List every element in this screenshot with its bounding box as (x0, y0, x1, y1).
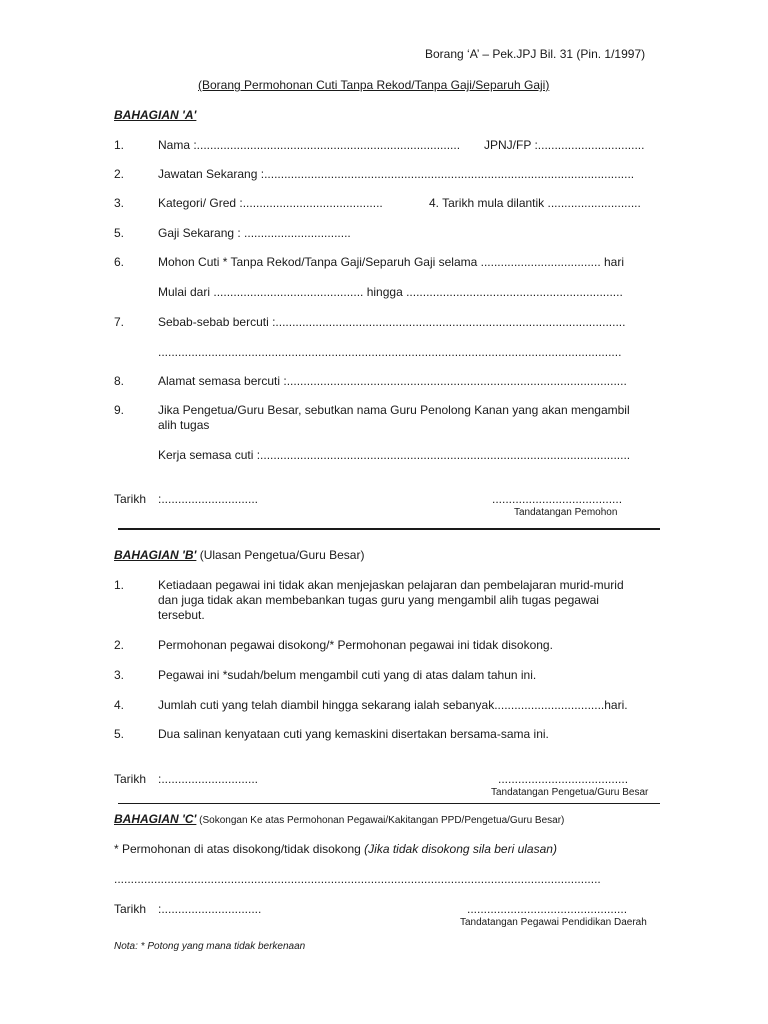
current-position-field: Jawatan Sekarang :............................................................................................................... (158, 167, 635, 181)
support-decision (114, 842, 557, 856)
leave-address-field: Alamat semasa bercuti :...................................................................................................... (158, 374, 627, 388)
signature-line: ................................................ (467, 902, 628, 916)
date-field: :............................. (158, 492, 259, 506)
section-c-subtitle: (Sokongan Ke atas Permohonan Pegawai/Kakitangan PPD/Pengetua/Guru Besar) (196, 815, 565, 826)
section-c-title: BAHAGIAN 'C' (114, 812, 197, 826)
item-number: 7. (114, 315, 125, 329)
statement-line: dan juga tidak akan membebankan tugas guru yang mengambil alih tugas pegawai (158, 593, 599, 607)
item-number: 2. (114, 167, 125, 181)
statement-line: tersebut. (158, 608, 205, 622)
section-c-heading (114, 812, 564, 828)
support-decision-text: * Permohonan di atas disokong/tidak disokong (114, 842, 365, 856)
item-number: 9. (114, 403, 125, 417)
replacement-teacher-text-line2: alih tugas (158, 418, 210, 432)
principal-signature-label: Tandatangan Pengetua/Guru Besar (491, 787, 649, 798)
date-label: Tarikh (114, 902, 147, 916)
item-number: 1. (114, 138, 125, 152)
form-reference: Borang ‘A’ – Pek.JPJ Bil. 31 (Pin. 1/1997) (425, 47, 646, 61)
footer-note: Nota: * Potong yang mana tidak berkenaan (114, 941, 306, 952)
appointment-date-field: 4. Tarikh mula dilantik ............................ (429, 196, 641, 210)
replacement-teacher-text: Jika Pengetua/Guru Besar, sebutkan nama Guru Penolong Kanan yang akan mengambil (158, 403, 630, 417)
support-statement: Permohonan pegawai disokong/* Permohonan pegawai ini tidak disokong. (158, 638, 553, 652)
leave-taken-statement: Pegawai ini *sudah/belum mengambil cuti yang di atas dalam tahun ini. (158, 668, 537, 682)
date-field: :.............................. (158, 902, 262, 916)
statement-line: Ketiadaan pegawai ini tidak akan menjejaskan pelajaran dan pembelajaran murid-murid (158, 578, 624, 592)
date-label: Tarikh (114, 772, 147, 786)
applicant-signature-label: Tandatangan Pemohon (514, 507, 618, 518)
leave-request-field: Mohon Cuti * Tanpa Rekod/Tanpa Gaji/Separuh Gaji selama .................................... hari (158, 255, 625, 269)
section-a-title: BAHAGIAN 'A' (114, 108, 197, 122)
item-number: 4. (114, 698, 125, 712)
item-number: 8. (114, 374, 125, 388)
district-officer-signature-label: Tandatangan Pegawai Pendidikan Daerah (460, 917, 647, 928)
copies-statement: Dua salinan kenyataan cuti yang kemaskini disertakan bersama-sama ini. (158, 727, 549, 741)
form-subtitle: (Borang Permohonan Cuti Tanpa Rekod/Tanpa Gaji/Separuh Gaji) (198, 78, 550, 92)
section-b-title: BAHAGIAN 'B' (114, 548, 197, 562)
signature-line: ....................................... (492, 492, 623, 506)
leave-reason-line2: ........................................................................................................................................... (158, 345, 622, 359)
item-number: 1. (114, 578, 125, 592)
section-divider (118, 803, 660, 804)
section-divider (118, 528, 660, 530)
item-number: 5. (114, 226, 125, 240)
name-field: Nama :............................................................................... (158, 138, 461, 152)
signature-line: ....................................... (498, 772, 629, 786)
section-b-heading (114, 548, 364, 562)
leave-period-field: Mulai dari ............................................. hingga ................................................................. (158, 285, 623, 299)
item-number: 5. (114, 727, 125, 741)
section-b-subtitle: (Ulasan Pengetua/Guru Besar) (196, 548, 365, 562)
jpnj-field: JPNJ/FP :................................ (484, 138, 645, 152)
item-number: 6. (114, 255, 125, 269)
item-number: 2. (114, 638, 125, 652)
item-number: 3. (114, 668, 125, 682)
support-decision-note: (Jika tidak disokong sila beri ulasan) (364, 842, 557, 856)
total-leave-field: Jumlah cuti yang telah diambil hingga sekarang ialah sebanyak.................................hari. (158, 698, 628, 712)
category-grade-field: Kategori/ Gred :.......................................... (158, 196, 383, 210)
work-during-leave-field: Kerja semasa cuti :............................................................................................................... (158, 448, 631, 462)
comment-line: .................................................................................................................................................. (114, 872, 601, 886)
date-field: :............................. (158, 772, 259, 786)
item-number: 3. (114, 196, 125, 210)
date-label: Tarikh (114, 492, 147, 506)
current-salary-field: Gaji Sekarang : ................................ (158, 226, 351, 240)
leave-reason-field: Sebab-sebab bercuti :......................................................................................................... (158, 315, 626, 329)
